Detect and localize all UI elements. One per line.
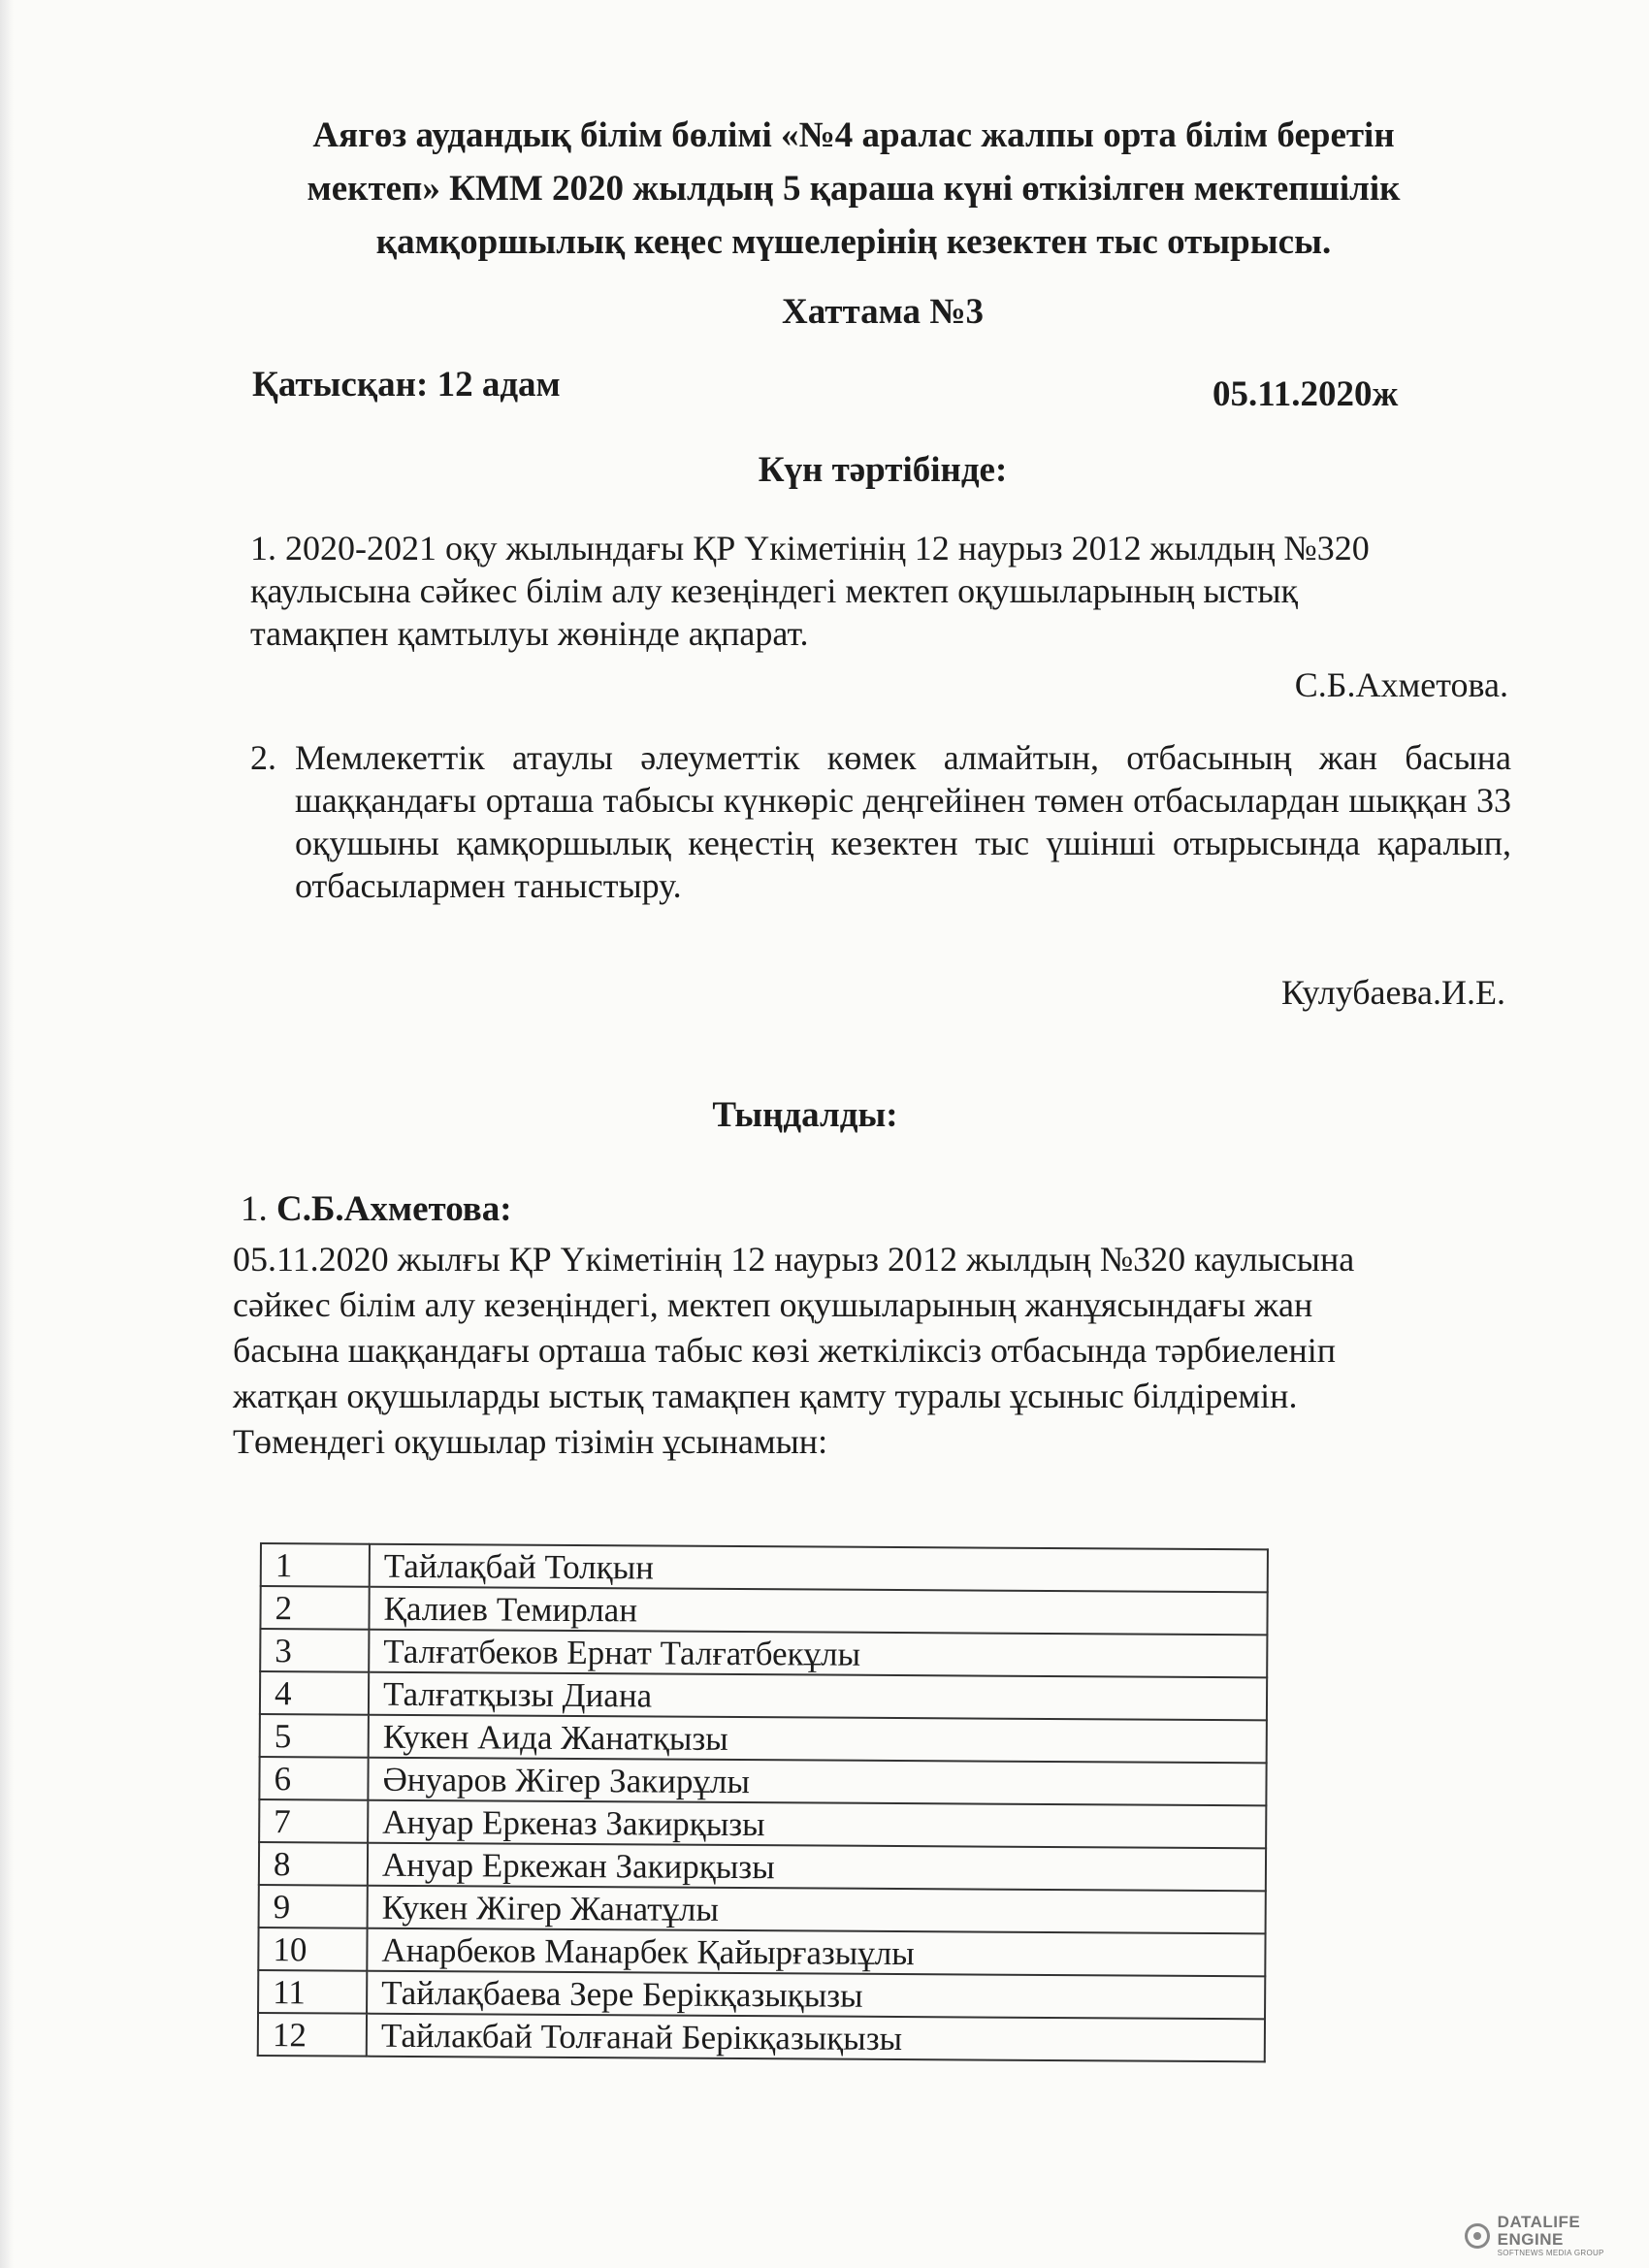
table-row [261, 1543, 1268, 1592]
section-number: 1. [241, 1189, 268, 1229]
student-name: Талғатқызы Диана [369, 1672, 1267, 1721]
watermark-main: DATALIFE ENGINE [1497, 2213, 1581, 2249]
student-name: Әнуаров Жігер Закирұлы [368, 1758, 1266, 1806]
table-row [260, 1629, 1267, 1677]
watermark [1465, 2214, 1649, 2258]
agenda-item-2 [250, 736, 1511, 907]
title-line: мектеп» КММ 2020 жылдың 5 қараша күні өткізілген мектепшілік [307, 169, 1401, 209]
table-row [260, 1671, 1267, 1720]
row-number: 1 [261, 1543, 370, 1587]
agenda-item-1-speaker: С.Б.Ахметова. [1294, 665, 1508, 704]
student-name: Анарбеков Манарбек Қайырғазыұлы [367, 1928, 1265, 1977]
student-name: Ануар Еркежан Закирқызы [368, 1843, 1266, 1892]
watermark-text [1498, 2214, 1649, 2258]
agenda-item-2-speaker: Кулубаева.И.Е. [1281, 973, 1505, 1012]
row-number: 6 [259, 1757, 368, 1800]
agenda-line: 1. 2020-2021 оқу жылындағы ҚР Үкіметінің 12 наурыз 2012 жылдың №320 [250, 529, 1370, 567]
table-row [258, 1928, 1265, 1976]
row-number: 8 [259, 1842, 368, 1886]
document-title [242, 109, 1465, 269]
table-row [259, 1757, 1266, 1805]
row-number: 11 [258, 1970, 367, 2014]
datalife-logo-icon [1465, 2223, 1490, 2249]
student-name: Талғатбеков Ернат Талғатбекұлы [369, 1630, 1267, 1678]
row-number: 5 [260, 1714, 369, 1758]
row-number: 4 [260, 1671, 369, 1715]
body-line: Төмендегі оқушылар тізімін ұсынамын: [233, 1422, 828, 1461]
row-number: 12 [258, 2013, 367, 2057]
heard-body [233, 1237, 1484, 1465]
table-row [258, 2013, 1265, 2061]
body-line: 05.11.2020 жылғы ҚР Үкіметінің 12 наурыз 2012 жылдың №320 каулысына [233, 1240, 1355, 1279]
agenda-item-text: Мемлекеттік атаулы әлеуметтік көмек алмайтын, отбасының жан басына шаққандағы орташа табысы күнкөріс деңгейінен төмен отбасылардан шыққан 33 оқушыны қамқоршылық кеңестің кезектен тыс үшінші отырысында қаралып, отбасылармен таныстыру. [295, 738, 1511, 905]
agenda-item-1 [250, 527, 1511, 655]
attended-count: Қатысқан: 12 адам [252, 365, 561, 405]
table-row [259, 1799, 1266, 1848]
row-number: 3 [260, 1629, 369, 1672]
body-line: басына шаққандағы орташа табыс көзі жеткіліксіз отбасында тәрбиеленіп [233, 1331, 1336, 1370]
student-name: Қалиев Темирлан [369, 1587, 1267, 1636]
protocol-number: Хаттама №3 [782, 292, 984, 332]
student-name: Кукен Аида Жанатқызы [369, 1715, 1267, 1764]
students-table [257, 1542, 1269, 2062]
table-row [260, 1714, 1267, 1763]
row-number: 10 [258, 1928, 367, 1971]
body-line: жатқан оқушыларды ыстық тамақпен қамту туралы ұсыныс білдіремін. [233, 1377, 1298, 1415]
student-name: Тайлақбай Толқын [370, 1544, 1268, 1593]
student-name: Тайлакбай Толғанай Берікқазықызы [367, 2014, 1265, 2062]
row-number: 2 [260, 1586, 369, 1630]
body-line: сәйкес білім алу кезеңіндегі, мектеп оқушыларының жанұясындағы жан [233, 1285, 1313, 1324]
agenda-line: тамақпен қамтылуы жөнінде ақпарат. [250, 614, 809, 653]
agenda-heading: Күн тәртібінде: [758, 450, 1008, 490]
row-number: 7 [259, 1799, 368, 1843]
watermark-sub: SOFTNEWS MEDIA GROUP [1497, 2249, 1604, 2257]
table-row [258, 1970, 1265, 2019]
heard-heading: Тыңдалды: [712, 1095, 898, 1135]
section-speaker: С.Б.Ахметова: [276, 1189, 512, 1229]
table-row [260, 1586, 1267, 1635]
agenda-line: қаулысына сәйкес білім алу кезеңіндегі мектеп оқушыларының ыстық [250, 571, 1298, 610]
table-row [259, 1885, 1266, 1933]
agenda-item-number: 2. [250, 738, 276, 777]
meeting-date: 05.11.2020ж [1212, 374, 1399, 414]
row-number: 9 [259, 1885, 368, 1928]
title-line: қамқоршылық кеңес мүшелерінің кезектен тыс отырысы. [375, 222, 1332, 262]
student-name: Ануар Еркеназ Закирқызы [368, 1800, 1266, 1849]
student-name: Тайлақбаева Зере Берікқазықызы [367, 1971, 1265, 2020]
table-row [259, 1842, 1266, 1891]
heard-section-1 [241, 1188, 512, 1230]
title-line: Аягөз аудандық білім бөлімі «№4 аралас жалпы орта білім беретін [312, 115, 1395, 155]
student-name: Кукен Жігер Жанатұлы [368, 1886, 1266, 1934]
